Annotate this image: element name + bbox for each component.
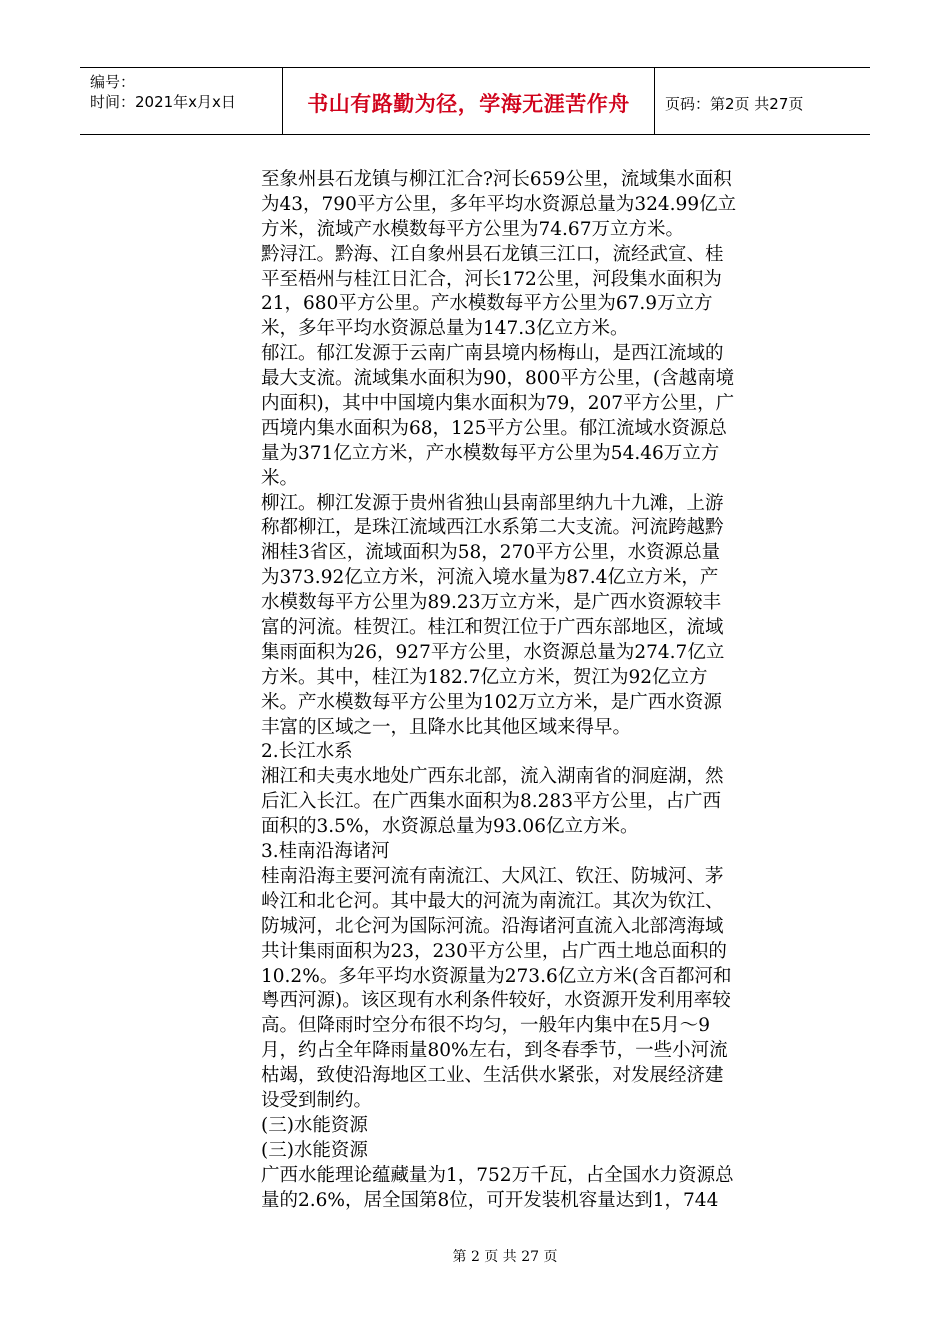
body-text-line: 平至梧州与桂江日汇合，河长172公里，河段集水面积为 [261, 268, 722, 290]
document-time-label: 时间：2021年x月x日 [90, 93, 236, 111]
body-text-line: 量的2.6%，居全国第8位，可开发装机容量达到1，744 [261, 1189, 719, 1211]
page-header [80, 67, 870, 135]
body-text-line: 集雨面积为26，927平方公里，水资源总量为274.7亿立 [261, 641, 725, 663]
body-text-line: 面积的3.5%，水资源总量为93.06亿立方米。 [261, 816, 639, 838]
body-text-line: (三)水能资源 [261, 1114, 368, 1136]
body-text-line: 粤西河源)。该区现有水利条件较好，水资源开发利用率较 [261, 990, 731, 1012]
page-footer [0, 1246, 950, 1266]
body-text-line: 为43，790平方公里，多年平均水资源总量为324.99亿立 [261, 193, 737, 215]
body-text-line: 丰富的区域之一，且降水比其他区域来得早。 [261, 716, 632, 738]
body-text-line: 湘桂3省区，流域面积为58，270平方公里，水资源总量 [261, 542, 721, 564]
body-text-line: 防城河，北仑河为国际河流。沿海诸河直流入北部湾海域 [261, 915, 724, 937]
body-text-line: 黔浔江。黔海、江自象州县石龙镇三江口，流经武宣、桂 [261, 243, 724, 265]
body-text-line: 枯竭，致使沿海地区工业、生活供水紧张，对发展经济建 [261, 1065, 724, 1087]
header-motto: 书山有路勤为径，学海无涯苦作舟 [307, 92, 630, 116]
body-text-line: 岭江和北仑河。其中最大的河流为南流江。其次为钦江、 [261, 890, 724, 912]
body-text-line: 郁江。郁江发源于云南广南县境内杨梅山，是西江流域的 [261, 343, 724, 365]
body-text-line: 21，680平方公里。产水模数每平方公里为67.9万立方 [261, 293, 713, 315]
body-text-line: 水模数每平方公里为89.23万立方米，是广西水资源较丰 [261, 592, 721, 614]
body-text-line: 最大支流。流域集水面积为90，800平方公里，(含越南境 [261, 368, 735, 390]
footer-page-number: 第 2 页 共 27 页 [452, 1249, 558, 1265]
body-text-line: 至象州县石龙镇与柳江汇合?河长659公里，流域集水面积 [261, 169, 732, 190]
body-text-line: 10.2%。多年平均水资源量为273.6亿立方米(含百都河和 [261, 965, 732, 987]
body-text-line: 后汇入长江。在广西集水面积为8.283平方公里，占广西 [261, 791, 721, 813]
body-text-line: 方米。其中，桂江为182.7亿立方米，贺江为92亿立方 [261, 666, 708, 688]
body-text-line: 2.长江水系 [261, 741, 353, 763]
header-page-info: 页码：第2页 共27页 [665, 94, 804, 113]
body-text-line: 西境内集水面积为68，125平方公里。郁江流域水资源总 [261, 417, 727, 439]
body-text-line: 内面积)，其中中国境内集水面积为79，207平方公里，广 [261, 393, 735, 415]
body-text-line: (三)水能资源 [261, 1139, 368, 1161]
body-text-line: 桂南沿海主要河流有南流江、大风江、钦汪、防城河、茅 [261, 865, 724, 887]
body-text-line: 月，约占全年降雨量80%左右，到冬春季节，一些小河流 [261, 1040, 728, 1062]
document-body [261, 168, 801, 1213]
body-text-line: 米。产水模数每平方公里为102万立方米，是广西水资源 [261, 691, 722, 713]
body-text-line: 米。 [261, 467, 299, 489]
header-page-cell [655, 68, 870, 134]
body-text-line: 为373.92亿立方米，河流入境水量为87.4亿立方米，产 [261, 567, 719, 589]
document-number-label: 编号： [90, 73, 136, 91]
body-text-line: 湘江和夫夷水地处广西东北部，流入湖南省的洞庭湖，然 [261, 766, 724, 788]
body-text-line: 设受到制约。 [261, 1089, 373, 1111]
body-text-line: 共计集雨面积为23，230平方公里，占广西土地总面积的 [261, 940, 727, 962]
body-text-line: 富的河流。桂贺江。桂江和贺江位于广西东部地区，流域 [261, 617, 724, 639]
body-text-line: 柳江。柳江发源于贵州省独山县南部里纳九十九滩，上游 [261, 492, 724, 514]
body-text-line: 高。但降雨时空分布很不均匀，一般年内集中在5月～9 [261, 1015, 711, 1037]
body-text-line: 方米，流域产水模数每平方公里为74.67万立方米。 [261, 218, 684, 240]
body-text-line: 广西水能理论蕴藏量为1，752万千瓦，占全国水力资源总 [261, 1164, 734, 1186]
header-meta-cell [80, 68, 282, 134]
body-text-line: 称都柳江，是珠江流域西江水系第二大支流。河流跨越黔 [261, 517, 724, 539]
header-motto-cell [282, 68, 655, 134]
body-text-line: 3.桂南沿海诸河 [261, 841, 390, 863]
body-text-line: 米，多年平均水资源总量为147.3亿立方米。 [261, 318, 629, 340]
body-text-line: 量为371亿立方米，产水模数每平方公里为54.46万立方 [261, 442, 720, 464]
